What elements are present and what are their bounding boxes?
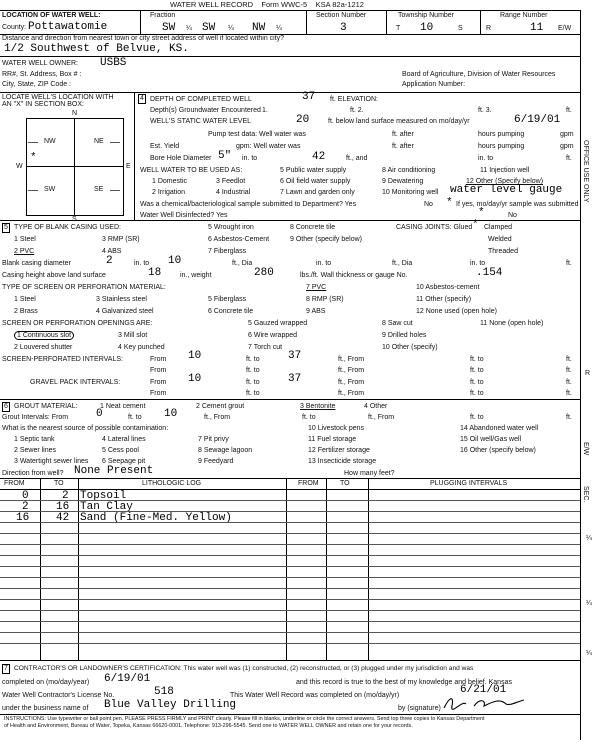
range-label: Range Number xyxy=(500,12,548,19)
screen-opt-5[interactable]: 5 Fiberglass xyxy=(208,296,247,303)
screen-opt-2[interactable]: 2 Brass xyxy=(14,308,38,315)
bore-value: 5" xyxy=(218,150,232,162)
section-box[interactable] xyxy=(26,118,124,216)
casing-dia-ft2: ft., Dia xyxy=(392,260,413,267)
cert-record-completed-label: This Water Well Record was completed on (mo/day/yr) xyxy=(230,692,400,699)
cert-record-date: 6/21/01 xyxy=(460,684,507,696)
opening-opt-9[interactable]: 9 Drilled holes xyxy=(382,332,427,339)
log-from: 0 xyxy=(22,490,29,502)
opening-opt-10[interactable]: 10 Other (specify) xyxy=(382,344,438,351)
casing-diameter-value: 2 xyxy=(106,255,113,267)
disinfected-label: Water Well Disinfected? Yes xyxy=(140,212,228,219)
section-label: Section Number xyxy=(316,12,367,19)
log-rule xyxy=(0,621,580,622)
gw-3: ft. 3. xyxy=(478,107,492,114)
opening-opt-3[interactable]: 3 Mill slot xyxy=(118,332,148,339)
log-rule xyxy=(0,577,580,578)
groundwater-label: Depth(s) Groundwater Encountered xyxy=(150,107,261,114)
se-label: SE xyxy=(94,186,104,193)
divider xyxy=(134,92,135,220)
gw-end: ft. xyxy=(566,107,572,114)
screen-from-1: From xyxy=(150,356,167,363)
casing-opt-6[interactable]: 6 Asbestos-Cement xyxy=(208,236,270,243)
section-7-number: 7 xyxy=(4,665,8,672)
log-rule xyxy=(0,632,580,633)
use-opt-7[interactable]: 7 Lawn and garden only xyxy=(280,189,355,196)
gravel-from-1: From xyxy=(150,379,167,386)
quarter-1: ¼ xyxy=(186,25,192,32)
screen-intervals-label: SCREEN-PERFORATED INTERVALS: xyxy=(2,356,123,363)
gravel-ft-to-4: ft. to xyxy=(470,390,484,397)
log-rule xyxy=(0,544,580,545)
range-value: 11 xyxy=(530,22,544,34)
screen-opt-4[interactable]: 4 Galvanized steel xyxy=(96,308,154,315)
tick xyxy=(110,142,120,143)
log-desc: Tan Clay xyxy=(80,501,133,513)
rule xyxy=(0,478,580,479)
log-header-to2: TO xyxy=(340,480,350,487)
use-other-value: water level gauge xyxy=(450,184,563,196)
gravel-ft-from-1: ft., From xyxy=(338,379,365,386)
casing-dia-to: 10 xyxy=(168,255,182,267)
use-opt-4[interactable]: 4 Industrial xyxy=(216,189,251,196)
cert-license-label: Water Well Contractor's License No. xyxy=(2,692,115,699)
casing-dia-in3: in. to xyxy=(470,260,486,267)
location-label: LOCATION OF WATER WELL: xyxy=(2,12,101,19)
use-opt-9[interactable]: 9 Dewatering xyxy=(382,178,424,185)
grout-intervals-label: Grout Intervals: From xyxy=(2,414,69,421)
tick xyxy=(28,190,38,191)
casing-gauge-value: .154 xyxy=(476,267,503,279)
section-4-number: 4 xyxy=(140,95,144,102)
grout-ft-to: ft. to xyxy=(128,414,142,421)
instructions-line-1: INSTRUCTIONS: Use typewriter or ball point pen. PLEASE PRESS FIRMLY and PRINT clearly. Please fill in blanks, underline or circle the correct answers. Send top three copies to Kansas Department xyxy=(4,716,485,722)
screen-int-to: 37 xyxy=(288,350,302,362)
grout-label: GROUT MATERIAL: xyxy=(14,403,78,410)
township-value: 10 xyxy=(420,22,434,34)
grout-ft-to3: ft. to xyxy=(470,414,484,421)
gravel-ft-to-2: ft. to xyxy=(470,379,484,386)
casing-opt-4[interactable]: 4 ABS xyxy=(102,248,122,255)
locbox-title-2: AN "X" IN SECTION BOX: xyxy=(2,101,84,108)
screen-opt-7[interactable]: 7 PVC xyxy=(306,284,327,291)
log-desc: Topsoil xyxy=(80,490,127,502)
side-quarter-2: ¼ xyxy=(586,600,592,607)
yield-gpm-end: gpm xyxy=(560,143,574,150)
casing-joints-label: CASING JOINTS: Glued xyxy=(396,224,473,231)
casing-diameter-label: Blank casing diameter xyxy=(2,260,71,267)
side-ew-label: E/W xyxy=(582,442,589,456)
range-suffix: E/W xyxy=(558,25,572,32)
yield-after: ft. after xyxy=(392,143,414,150)
yield-label: Est. Yield xyxy=(150,143,180,150)
cert-signature-label: by (signature) xyxy=(398,705,441,712)
cert-true-statement: and this record is true to the best of my knowledge and belief. Kansas xyxy=(296,679,512,686)
contam-opt-6[interactable]: 6 Seepage pit xyxy=(102,458,146,465)
section-5-number: 5 xyxy=(4,224,8,231)
grout-opt-3[interactable]: 3 Bentonite xyxy=(300,403,336,410)
cert-business-label: under the business name of xyxy=(2,705,89,712)
bore-label: Bore Hole Diameter xyxy=(150,155,212,162)
screen-ft-from-1: ft., From xyxy=(338,356,365,363)
casing-welded[interactable]: Welded xyxy=(488,236,512,243)
location-mark: * xyxy=(30,152,37,164)
cert-completed-date: 6/19/01 xyxy=(104,673,151,685)
yield-gpm: gpm: Well water was xyxy=(236,143,301,150)
divider xyxy=(386,10,387,34)
gw-1: 1. xyxy=(262,107,268,114)
chem-no-mark: * xyxy=(446,197,453,209)
screen-ft-end-1: ft. xyxy=(566,356,572,363)
casing-dia-in: in. to xyxy=(134,260,150,267)
casing-dia-ft3: ft. xyxy=(566,260,572,267)
divider xyxy=(140,10,141,34)
gw-2: ft. 2. xyxy=(350,107,364,114)
rule xyxy=(0,399,580,400)
quarter-3: ¼ xyxy=(276,25,282,32)
contamination-label: What is the nearest source of possible contamination: xyxy=(2,425,169,432)
cert-line-1: CONTRACTOR'S OR LANDOWNER'S CERTIFICATION: This water well was (1) constructed, (2) reconstructed, or (3) plugged under my jurisdiction and was xyxy=(14,665,474,672)
chem-no[interactable]: No xyxy=(424,201,433,208)
log-header-plugging: PLUGGING INTERVALS xyxy=(430,480,508,487)
pump-after: ft. after xyxy=(392,131,414,138)
chem-sample-label: Was a chemical/bacteriological sample submitted to Department? Yes xyxy=(140,201,357,208)
fraction-1: SW xyxy=(162,22,176,34)
county-label: County: xyxy=(2,24,27,31)
pump-test-label: Pump test data: Well water was xyxy=(208,131,306,138)
range-prefix: R xyxy=(486,25,492,32)
cert-completed-label: completed on (mo/day/year) xyxy=(2,679,90,686)
static-date: 6/19/01 xyxy=(514,114,561,126)
contam-opt-7[interactable]: 7 Pit privy xyxy=(198,436,229,443)
log-rule xyxy=(0,566,580,567)
opening-opt-6[interactable]: 6 Wire wrapped xyxy=(248,332,298,339)
casing-opt-9[interactable]: 9 Other (specify below) xyxy=(290,236,362,243)
contam-opt-9[interactable]: 9 Feedyard xyxy=(198,458,234,465)
contam-opt-4[interactable]: 4 Lateral lines xyxy=(102,436,146,443)
grout-ft-from: ft., From xyxy=(204,414,231,421)
side-quarter-1: ¼ xyxy=(586,535,592,542)
quarter-2: ¼ xyxy=(228,25,234,32)
casing-height-in: in., weight xyxy=(180,272,212,279)
application-label: Application Number: xyxy=(402,81,466,88)
contam-opt-1[interactable]: 1 Septic tank xyxy=(14,436,55,443)
use-opt-2[interactable]: 2 Irrigation xyxy=(152,189,186,196)
depth-label: DEPTH OF COMPLETED WELL xyxy=(150,96,252,103)
casing-weight-value: 280 xyxy=(254,267,274,279)
casing-dia-in2: in. to xyxy=(316,260,332,267)
use-opt-11[interactable]: 11 Injection well xyxy=(480,167,530,174)
form-title: WATER WELL RECORD Form WWC-5 KSA 82a-1212 xyxy=(170,0,364,9)
signature-image xyxy=(440,694,530,712)
opening-opt-4[interactable]: 4 Key punched xyxy=(118,344,165,351)
screen-ft-end-2: ft. xyxy=(566,367,572,374)
depth-value: 37 xyxy=(302,91,316,103)
nw-label: NW xyxy=(44,138,56,145)
township-prefix: T xyxy=(396,25,401,32)
rule xyxy=(0,714,580,715)
opening-opt-7[interactable]: 7 Torch cut xyxy=(248,344,283,351)
divider xyxy=(306,10,307,34)
screen-opt-9[interactable]: 9 ABS xyxy=(306,308,326,315)
chem-if-yes: If yes, mo/day/yr sample was submitted xyxy=(456,201,579,208)
side-r-label: R xyxy=(585,370,591,377)
section-box-hline xyxy=(26,166,124,167)
township-suffix: S xyxy=(458,25,463,32)
static-level-rest: ft. below land surface measured on mo/day/yr xyxy=(328,118,470,125)
screen-int-from: 10 xyxy=(188,350,202,362)
locbox-title-1: LOCATE WELL'S LOCATION WITH xyxy=(2,94,114,101)
screen-opt-10[interactable]: 10 Asbestos-cement xyxy=(416,284,480,291)
address-label: RR#, St. Address, Box # : xyxy=(2,71,82,78)
right-border xyxy=(580,10,581,740)
distance-value: 1/2 Southwest of Belvue, KS. xyxy=(4,43,189,55)
grout-opt-1[interactable]: 1 Neat cement xyxy=(100,403,146,410)
opening-opt-1[interactable] xyxy=(14,332,74,340)
bore-in: in. to xyxy=(242,155,258,162)
use-label: WELL WATER TO BE USED AS: xyxy=(140,167,243,174)
use-opt-12[interactable]: 12 Other (Specify below) xyxy=(466,178,544,185)
instructions-line-2: of Health and Environment, Bureau of Water, Topeka, Kansas 66620-0001. Telephone: 913-296-5545. Send one to WATER WELL OWNER and retain one for your records. xyxy=(4,723,413,729)
screen-opt-8[interactable]: 8 RMP (SR) xyxy=(306,296,344,303)
direction-label: Direction from well? xyxy=(2,470,64,477)
screen-opt-11[interactable]: 11 Other (specify) xyxy=(416,296,472,303)
gravel-ft-end-2: ft. xyxy=(566,390,572,397)
tick xyxy=(110,190,120,191)
divider xyxy=(480,10,481,34)
log-from: 16 xyxy=(16,512,30,524)
screen-opt-6[interactable]: 6 Concrete tile xyxy=(208,308,254,315)
grout-opt-2[interactable]: 2 Cement grout xyxy=(196,403,245,410)
contam-opt-8[interactable]: 8 Sewage lagoon xyxy=(198,447,253,454)
section-6-number: 6 xyxy=(4,403,8,410)
log-desc: Sand (Fine-Med. Yellow) xyxy=(80,512,232,524)
contam-opt-13[interactable]: 13 Insecticide storage xyxy=(308,458,377,465)
fraction-label: Fraction xyxy=(150,12,176,19)
screen-ft-to-1: ft. to xyxy=(246,356,260,363)
casing-label: TYPE OF BLANK CASING USED: xyxy=(14,224,121,231)
log-rule xyxy=(0,500,580,501)
fraction-3: NW xyxy=(252,22,266,34)
how-many-feet-label: How many feet? xyxy=(344,470,395,477)
casing-opt-3[interactable]: 3 RMP (SR) xyxy=(102,236,140,243)
township-label: Township Number xyxy=(398,12,455,19)
west-label: W xyxy=(16,163,23,170)
disinfected-no[interactable]: No xyxy=(508,212,517,219)
log-header-to: TO xyxy=(54,480,64,487)
contam-opt-10[interactable]: 10 Livestock pens xyxy=(308,425,365,432)
casing-clamped[interactable]: Clamped xyxy=(484,224,513,231)
gravel-to-value: 37 xyxy=(288,373,302,385)
static-level-value: 20 xyxy=(296,114,310,126)
contam-opt-11[interactable]: 11 Fuel storage xyxy=(308,436,357,443)
side-sec-label: SEC. xyxy=(582,486,589,503)
log-to: 42 xyxy=(56,512,70,524)
log-header-from: FROM xyxy=(4,480,25,487)
casing-height-label: Casing height above land surface xyxy=(2,272,106,279)
rule xyxy=(0,92,580,93)
screen-opt-3[interactable]: 3 Stainless steel xyxy=(96,296,147,303)
east-label: E xyxy=(126,163,131,170)
log-rule xyxy=(0,588,580,589)
gravel-from-value: 10 xyxy=(188,373,202,385)
gravel-label: GRAVEL PACK INTERVALS: xyxy=(30,379,121,386)
disinfected-mark: * xyxy=(478,207,485,219)
log-rule xyxy=(0,643,580,644)
grout-int-from: 0 xyxy=(96,408,103,420)
contam-opt-12[interactable]: 12 Fertilizer storage xyxy=(308,447,370,454)
section-box-vline xyxy=(74,118,75,216)
contam-opt-5[interactable]: 5 Cess pool xyxy=(102,447,139,454)
contam-opt-3[interactable]: 3 Watertight sewer lines xyxy=(14,458,89,465)
screen-ft-to-2: ft. to xyxy=(470,356,484,363)
log-rule xyxy=(0,511,580,512)
use-opt-3[interactable]: 3 Feedlot xyxy=(216,178,246,185)
north-label: N xyxy=(72,110,78,117)
casing-opt-5[interactable]: 5 Wrought iron xyxy=(208,224,254,231)
contam-opt-15[interactable]: 15 Oil well/Gas well xyxy=(460,436,522,443)
log-from: 2 xyxy=(22,501,29,513)
use-opt-1[interactable]: 1 Domestic xyxy=(152,178,188,185)
ne-label: NE xyxy=(94,138,104,145)
gravel-from-2: From xyxy=(150,390,167,397)
gravel-ft-end-1: ft. xyxy=(566,379,572,386)
screen-opt-12[interactable]: 12 None used (open hole) xyxy=(416,308,497,315)
casing-opt-2[interactable]: 2 PVC xyxy=(14,248,35,255)
grout-ft-to2: ft. to xyxy=(302,414,316,421)
grout-ft: ft. xyxy=(566,414,572,421)
log-rule xyxy=(0,555,580,556)
screen-material-label: TYPE OF SCREEN OR PERFORATION MATERIAL: xyxy=(2,284,166,291)
log-header-from2: FROM xyxy=(298,480,319,487)
bore-depth: 42 xyxy=(312,151,326,163)
office-use-label: OFFICE USE ONLY xyxy=(582,140,589,203)
screen-ft-from-2: ft., From xyxy=(338,367,365,374)
log-to: 2 xyxy=(62,490,69,502)
city-label: City, State, ZIP Code : xyxy=(2,81,71,88)
owner-value: USBS xyxy=(100,57,127,69)
south-label: S xyxy=(72,216,77,223)
gravel-ft-to-1: ft. to xyxy=(246,379,260,386)
bore-ft: ft., and xyxy=(346,155,368,162)
casing-opt-8[interactable]: 8 Concrete tile xyxy=(290,224,336,231)
log-rule xyxy=(0,533,580,534)
glued-mark: * xyxy=(472,219,479,231)
section-value: 3 xyxy=(340,22,347,34)
casing-opt-7[interactable]: 7 Fiberglass xyxy=(208,248,247,255)
pump-hours: hours pumping xyxy=(478,131,525,138)
screen-ft-to-3: ft. to xyxy=(246,367,260,374)
county-value: Pottawatomie xyxy=(28,21,108,33)
fraction-2: SW xyxy=(202,22,216,34)
opening-opt-11[interactable]: 11 None (open hole) xyxy=(480,320,544,327)
grout-opt-4[interactable]: 4 Other xyxy=(364,403,388,410)
use-opt-8[interactable]: 8 Air conditioning xyxy=(382,167,436,174)
log-rule xyxy=(0,610,580,611)
log-header-lithologic: LITHOLOGIC LOG xyxy=(142,480,202,487)
opening-opt-2[interactable]: 2 Louvered shutter xyxy=(14,344,73,351)
screen-opt-1[interactable]: 1 Steel xyxy=(14,296,36,303)
distance-label: Distance and direction from nearest town or city street address of well if located within city? xyxy=(2,35,285,42)
opening-opt-8[interactable]: 8 Saw cut xyxy=(382,320,413,327)
opening-opt-5[interactable]: 5 Gauzed wrapped xyxy=(248,320,308,327)
screen-from-2: From xyxy=(150,367,167,374)
log-rule xyxy=(0,522,580,523)
casing-weight-rest: lbs./ft. Wall thickness or gauge No. xyxy=(300,272,408,279)
contam-opt-2[interactable]: 2 Sewer lines xyxy=(14,447,57,454)
rule xyxy=(0,660,580,661)
cert-license-value: 518 xyxy=(154,686,174,698)
use-opt-6[interactable]: 6 Oil field water supply xyxy=(280,178,351,185)
opening-opt-1-text: 1 Continuous slot xyxy=(14,331,74,340)
bore-ft2: ft. xyxy=(566,155,572,162)
log-to: 16 xyxy=(56,501,70,513)
sw-label: SW xyxy=(44,186,56,193)
casing-height-value: 18 xyxy=(148,267,162,279)
casing-opt-1[interactable]: 1 Steel xyxy=(14,236,36,243)
use-opt-5[interactable]: 5 Public water supply xyxy=(280,167,347,174)
casing-dia-ft: ft., Dia xyxy=(232,260,253,267)
tick xyxy=(28,142,38,143)
openings-label: SCREEN OR PERFORATION OPENINGS ARE: xyxy=(2,320,153,327)
contam-opt-14[interactable]: 14 Abandoned water well xyxy=(460,425,539,432)
cert-business-value: Blue Valley Drilling xyxy=(104,699,237,711)
rule xyxy=(0,56,580,57)
yield-hours: hours pumping xyxy=(478,143,525,150)
bore-in2: in. to xyxy=(478,155,494,162)
gravel-ft-from-2: ft., From xyxy=(338,390,365,397)
use-opt-10[interactable]: 10 Monitoring well xyxy=(382,189,439,196)
log-rule xyxy=(0,599,580,600)
gravel-ft-to-3: ft. to xyxy=(246,390,260,397)
pump-gpm: gpm xyxy=(560,131,574,138)
casing-threaded[interactable]: Threaded xyxy=(488,248,518,255)
owner-label: WATER WELL OWNER: xyxy=(2,60,78,67)
side-quarter-3: ¼ xyxy=(586,650,592,657)
contam-opt-16[interactable]: 16 Other (specify below) xyxy=(460,447,536,454)
board-label: Board of Agriculture, Division of Water Resources xyxy=(402,71,556,78)
screen-ft-to-4: ft. to xyxy=(470,367,484,374)
header-rule xyxy=(0,10,580,11)
direction-value: None Present xyxy=(74,465,154,477)
static-level-label: WELL'S STATIC WATER LEVEL xyxy=(150,118,252,125)
grout-ft-from2: ft., From xyxy=(368,414,395,421)
grout-int-to: 10 xyxy=(164,408,178,420)
elevation-label: ft. ELEVATION: xyxy=(330,96,378,103)
rule xyxy=(0,220,580,221)
